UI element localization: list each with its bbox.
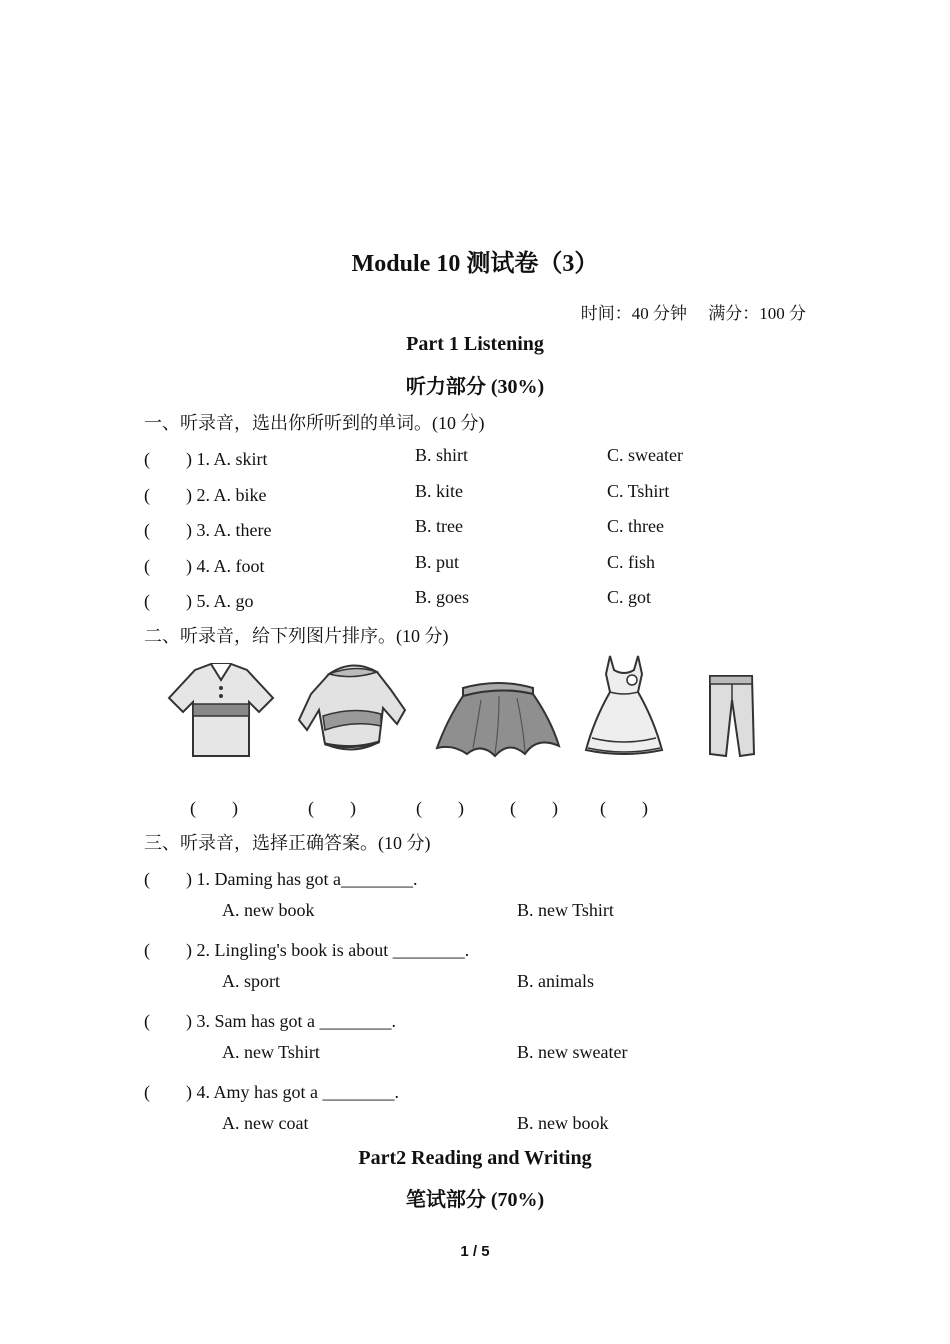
- option-a: A. sport: [222, 971, 280, 991]
- option-b: B. new Tshirt: [517, 900, 614, 920]
- part1-heading-en: Part 1 Listening: [406, 333, 544, 355]
- answer-bracket[interactable]: ( ): [190, 798, 238, 818]
- option-b: B. new book: [517, 1113, 609, 1133]
- question-row: [144, 587, 824, 613]
- page-indicator: 1 / 5: [460, 1243, 490, 1260]
- option-b: B. kite: [415, 481, 463, 501]
- time-score-info: 时间：40 分钟 满分：100 分: [580, 304, 806, 323]
- answer-options: [144, 1042, 824, 1068]
- answer-options: [144, 900, 824, 926]
- sweater-picture: [295, 650, 413, 762]
- answer-bracket[interactable]: ( ): [600, 798, 648, 818]
- part2-heading-cn: 笔试部分 (70%): [405, 1189, 545, 1211]
- dress-picture: [584, 650, 664, 762]
- answer-options: [144, 1113, 824, 1139]
- question-stem: ( ) 3. Sam has got a ________.: [144, 1011, 396, 1031]
- option-b: B. animals: [517, 971, 594, 991]
- section2-instruction: 二、听录音，给下列图片排序。(10 分): [144, 626, 449, 646]
- option-b: B. shirt: [415, 445, 469, 465]
- tshirt-picture: [165, 650, 277, 762]
- option-a: A. new Tshirt: [222, 1042, 320, 1062]
- option-a: A. new coat: [222, 1113, 309, 1133]
- part1-heading-cn: 听力部分 (30%): [405, 376, 545, 398]
- skirt-picture: [433, 650, 563, 762]
- option-c: C. fish: [607, 552, 656, 572]
- question-number-option-a: ( ) 5. A. go: [144, 591, 254, 611]
- option-b: B. goes: [415, 587, 469, 607]
- question-stem: ( ) 2. Lingling's book is about ________.: [144, 940, 470, 960]
- option-c: C. Tshirt: [607, 481, 670, 501]
- option-b: B. new sweater: [517, 1042, 628, 1062]
- option-c: C. sweater: [607, 445, 683, 465]
- question-row: [144, 481, 824, 507]
- page-title: Module 10 测试卷（3）: [351, 251, 599, 277]
- trousers-picture: [698, 650, 758, 762]
- option-a: A. new book: [222, 900, 315, 920]
- question-row: [144, 552, 824, 578]
- question-row: [144, 445, 824, 471]
- section3-instruction: 三、听录音，选择正确答案。(10 分): [144, 833, 431, 853]
- question-stem: ( ) 4. Amy has got a ________.: [144, 1082, 399, 1102]
- option-c: C. got: [607, 587, 652, 607]
- answer-bracket[interactable]: ( ): [308, 798, 356, 818]
- answer-options: [144, 971, 824, 997]
- option-c: C. three: [607, 516, 664, 536]
- question-number-option-a: ( ) 1. A. skirt: [144, 449, 268, 469]
- question-number-option-a: ( ) 4. A. foot: [144, 556, 265, 576]
- question-number-option-a: ( ) 2. A. bike: [144, 485, 267, 505]
- part2-heading-en: Part2 Reading and Writing: [358, 1147, 592, 1169]
- option-b: B. put: [415, 552, 460, 572]
- answer-bracket[interactable]: ( ): [416, 798, 464, 818]
- section1-instruction: 一、听录音，选出你所听到的单词。(10 分): [144, 413, 485, 433]
- answer-bracket[interactable]: ( ): [510, 798, 558, 818]
- question-number-option-a: ( ) 3. A. there: [144, 520, 272, 540]
- option-b: B. tree: [415, 516, 463, 536]
- question-row: [144, 516, 824, 542]
- question-stem: ( ) 1. Daming has got a________.: [144, 869, 418, 889]
